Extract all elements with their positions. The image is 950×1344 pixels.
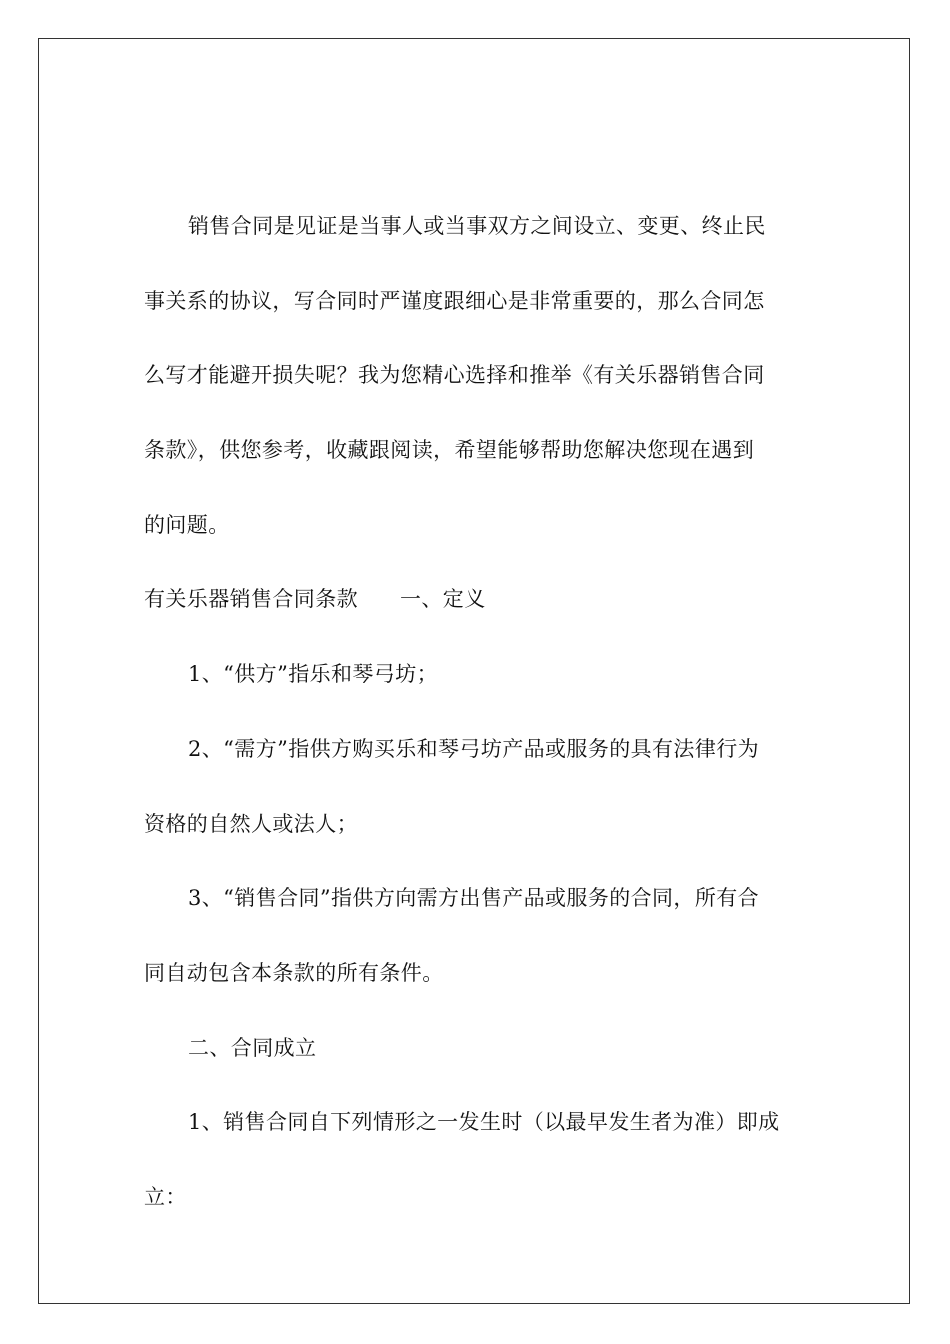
document-title: 有关乐器销售合同条款 bbox=[144, 587, 358, 612]
definition-2-line-2: 资格的自然人或法人； bbox=[144, 811, 358, 836]
definition-3-line-1: 3、“销售合同”指供方向需方出售产品或服务的合同，所有合 bbox=[188, 886, 760, 911]
intro-line-2: 事关系的协议，写合同时严谨度跟细心是非常重要的，那么合同怎 bbox=[144, 288, 765, 313]
clause-1-line-1: 1、销售合同自下列情形之一发生时（以最早发生者为准）即成 bbox=[188, 1110, 780, 1135]
section-heading-definitions: 一、定义 bbox=[400, 587, 486, 612]
definition-2-line-1: 2、“需方”指供方购买乐和琴弓坊产品或服务的具有法律行为 bbox=[188, 736, 760, 761]
intro-line-1: 销售合同是见证是当事人或当事双方之间设立、变更、终止民 bbox=[188, 214, 766, 238]
definition-3-line-2: 同自动包含本条款的所有条件。 bbox=[144, 960, 444, 985]
definition-1: 1、“供方”指乐和琴弓坊； bbox=[188, 662, 439, 687]
intro-line-4: 条款》，供您参考，收藏跟阅读，希望能够帮助您解决您现在遇到 bbox=[144, 438, 755, 463]
section-heading-formation: 二、合同成立 bbox=[188, 1035, 317, 1060]
intro-line-3: 么写才能避开损失呢？我为您精心选择和推举《有关乐器销售合同 bbox=[144, 363, 765, 388]
clause-1-line-2: 立： bbox=[144, 1184, 187, 1209]
intro-line-5: 的问题。 bbox=[144, 512, 230, 537]
document-body bbox=[144, 196, 806, 1242]
title-line bbox=[144, 569, 806, 644]
